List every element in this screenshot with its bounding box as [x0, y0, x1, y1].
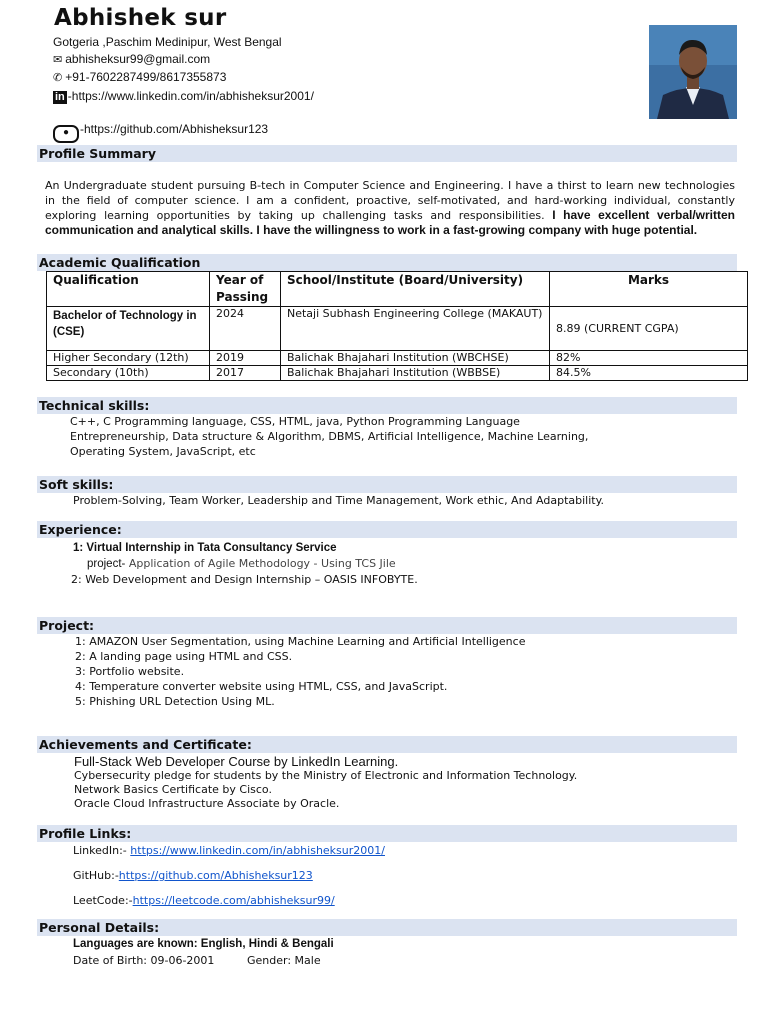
list-item: 2: A landing page using HTML and CSS.	[75, 650, 293, 663]
list-item: C++, C Programming language, CSS, HTML, java, Python Programming Language	[70, 415, 520, 428]
github-line	[53, 122, 268, 143]
col-marks: Marks	[550, 272, 748, 307]
cell-institute: Netaji Subhash Engineering College (MAKAUT)	[281, 307, 550, 351]
phone-line	[53, 70, 226, 84]
col-institute: School/Institute (Board/University)	[281, 272, 550, 307]
table-row	[47, 366, 748, 381]
academic-table	[46, 271, 748, 381]
leetcode-link[interactable]: https://leetcode.com/abhisheksur99/	[132, 894, 335, 907]
mail-icon: ✉	[53, 54, 63, 66]
summary-text	[45, 178, 735, 238]
list-item: 3: Portfolio website.	[75, 665, 185, 678]
cell-year: 2024	[210, 307, 281, 351]
soft-skills-text: Problem-Solving, Team Worker, Leadership and Time Management, Work ethic, And Adaptability.	[73, 494, 605, 507]
cell-institute: Balichak Bhajahari Institution (WBCHSE)	[281, 351, 550, 366]
cell-qualification: Higher Secondary (12th)	[47, 351, 210, 366]
section-profile-summary: Profile Summary	[37, 145, 737, 162]
list-item: Network Basics Certificate by Cisco.	[74, 783, 272, 796]
cell-institute: Balichak Bhajahari Institution (WBBSE)	[281, 366, 550, 381]
technical-skills-list	[70, 414, 588, 459]
github-icon: ●	[53, 125, 79, 143]
summary-highlight: I have excellent verbal/written communication and analytical skills. I have the willingness to work in a fast-growing company with huge potential.	[45, 208, 735, 237]
table-row	[47, 307, 748, 351]
linkedin-url[interactable]: -https://www.linkedin.com/in/abhisheksur2001/	[67, 89, 314, 103]
experience-item: 1: Virtual Internship in Tata Consultancy Service	[73, 542, 337, 554]
section-soft-skills: Soft skills:	[37, 476, 737, 493]
languages: Languages are known: English, Hindi & Bengali	[73, 938, 334, 950]
dob: Date of Birth: 09-06-2001	[73, 954, 215, 967]
col-year: Year of Passing	[210, 272, 281, 307]
linkedin-line	[53, 89, 314, 104]
project-detail: Application of Agile Methodology - Using TCS Jile	[125, 557, 396, 570]
list-item: 1: AMAZON User Segmentation, using Machine Learning and Artificial Intelligence	[75, 635, 526, 648]
cell-year: 2017	[210, 366, 281, 381]
section-achievements: Achievements and Certificate:	[37, 736, 737, 753]
achievements-list	[74, 754, 577, 811]
cell-marks: 8.89 (CURRENT CGPA)	[550, 307, 748, 351]
list-item: Entrepreneurship, Data structure & Algorithm, DBMS, Artificial Intelligence, Machine Learning,	[70, 430, 589, 443]
list-item: Full-Stack Web Developer Course by LinkedIn Learning.	[74, 754, 399, 769]
cell-marks: 82%	[550, 351, 748, 366]
section-academic: Academic Qualification	[37, 254, 737, 271]
summary-body: An Undergraduate student pursuing B-tech in Computer Science and Engineering. I have a thirst to learn new technologies in the field of computer science. I am a confident, proactive, self-motivated, and hard-working individual, constantly exploring learning opportunities by taking up challenging tasks and responsibilities.	[45, 179, 735, 222]
section-project: Project:	[37, 617, 737, 634]
list-item: Cybersecurity pledge for students by the Ministry of Electronic and Information Technology.	[74, 769, 578, 782]
experience-list	[73, 541, 418, 587]
table-header-row	[47, 272, 748, 307]
link-linkedin	[73, 843, 385, 858]
github-label: GitHub:-	[73, 869, 119, 882]
experience-subitem	[73, 556, 418, 572]
phone: +91-7602287499/8617355873	[65, 70, 227, 84]
linkedin-label: LinkedIn:-	[73, 844, 127, 857]
cell-qualification: Secondary (10th)	[47, 366, 210, 381]
candidate-name: Abhishek sur	[54, 5, 227, 31]
list-item: Oracle Cloud Infrastructure Associate by Oracle.	[74, 797, 340, 810]
list-item: 4: Temperature converter website using HTML, CSS, and JavaScript.	[75, 680, 448, 693]
section-profile-links: Profile Links:	[37, 825, 737, 842]
github-url[interactable]: -https://github.com/Abhisheksur123	[80, 122, 269, 136]
link-leetcode	[73, 893, 335, 908]
experience-item: 2: Web Development and Design Internship – OASIS INFOBYTE.	[71, 573, 418, 586]
list-item: Operating System, JavaScript, etc	[70, 445, 256, 458]
cell-qualification: Bachelor of Technology in (CSE)	[47, 307, 210, 351]
email-line	[53, 52, 210, 66]
section-experience: Experience:	[37, 521, 737, 538]
link-github	[73, 868, 313, 883]
section-personal-details: Personal Details:	[37, 919, 737, 936]
project-label: project-	[87, 558, 126, 570]
cell-marks: 84.5%	[550, 366, 748, 381]
list-item: 5: Phishing URL Detection Using ML.	[75, 695, 275, 708]
cell-year: 2019	[210, 351, 281, 366]
linkedin-icon: in	[55, 91, 65, 103]
phone-icon: ✆	[53, 72, 63, 84]
linkedin-link[interactable]: https://www.linkedin.com/in/abhisheksur2001/	[130, 844, 385, 857]
profile-photo	[649, 25, 737, 119]
leetcode-label: LeetCode:-	[73, 894, 133, 907]
section-technical-skills: Technical skills:	[37, 397, 737, 414]
table-row	[47, 351, 748, 366]
project-list	[75, 634, 525, 709]
address: Gotgeria ,Paschim Medinipur, West Bengal	[53, 35, 282, 49]
github-link[interactable]: https://github.com/Abhisheksur123	[118, 869, 313, 882]
gender: Gender: Male	[247, 954, 321, 967]
col-qualification: Qualification	[47, 272, 210, 307]
email[interactable]: abhisheksur99@gmail.com	[65, 52, 211, 66]
